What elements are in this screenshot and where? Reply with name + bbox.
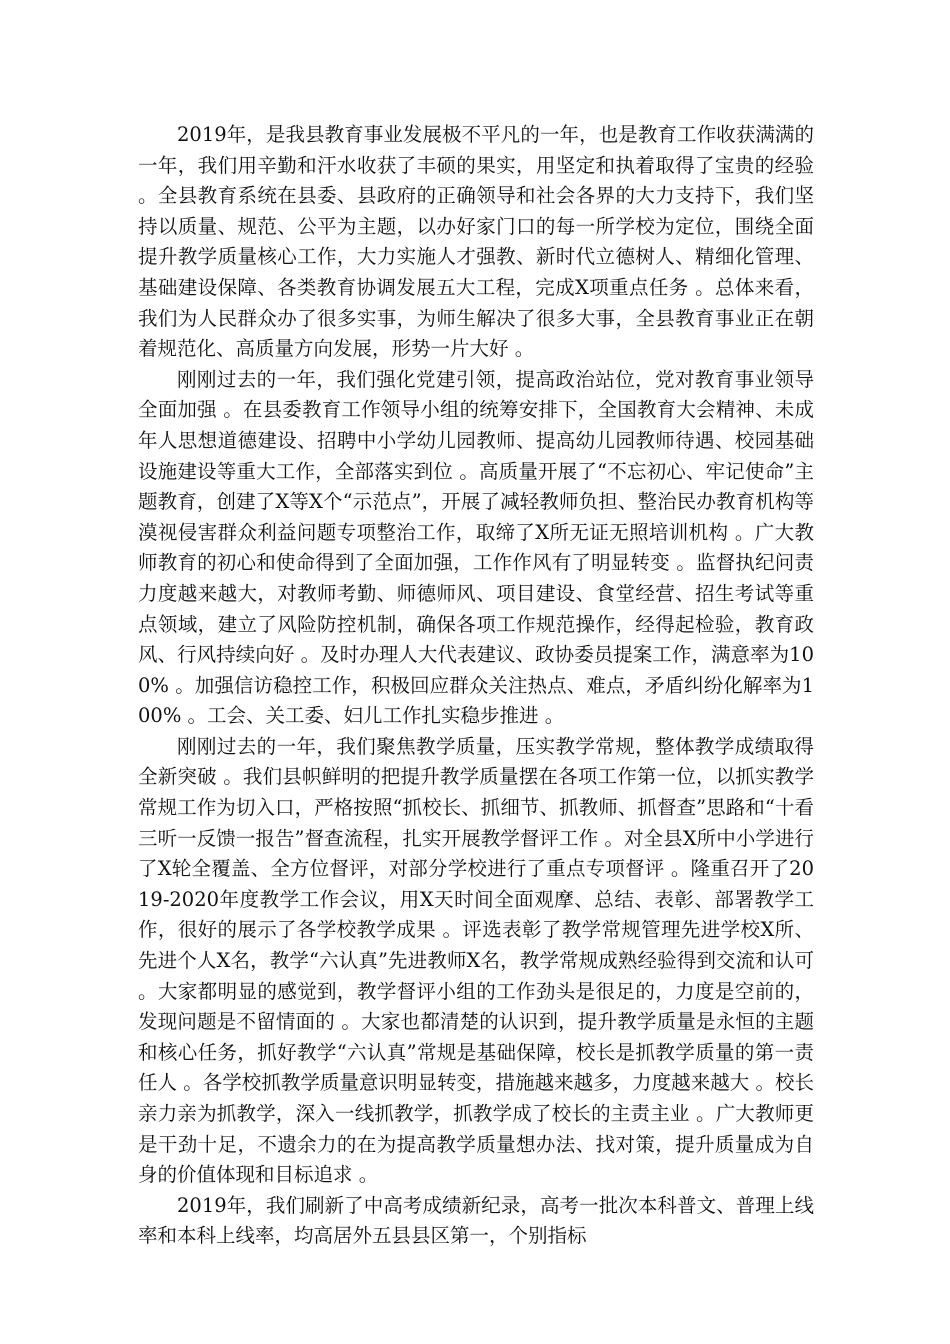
paragraph-3: 刚刚过去的一年，我们聚焦教学质量，压实教学常规，整体教学成绩取得全新突破 。我们县帜鲜明的把提升教学质量摆在各项工作第一位，以抓实教学常规工作为切入口，严格按照“抓校长、抓细节、抓教师、抓督查”思路和“十看三听一反馈一报告”督查流程，扎实开展教学督评工作 。对全县X所中小学进行了X轮全覆盖、全方位督评，对部分学校进行了重点专项督评 。隆重召开了2019-2020年度教学工作会议，用X天时间全面观摩、总结、表彰、部署教学工作，很好的展示了各学校教学成果 。评选表彰了教学常规管理先进学校X所、先进个人X名，教学“六认真”先进教师X名，教学常规成熟经验得到交流和认可 。大家都明显的感觉到，教学督评小组的工作劲头是很足的，力度是空前的，发现问题是不留情面的 。大家也都清楚的认识到，提升教学质量是永恒的主题和核心任务，抓好教学“六认真”常规是基础保障，校长是抓教学质量的第一责任人 。各学校抓教学质量意识明显转变，措施越来越多，力度越来越大 。校长亲力亲为抓教学，深入一线抓教学，抓教学成了校长的主责主业 。广大教师更是干劲十足，不遗余力的在为提高教学质量想办法、找对策，提升质量成为自身的价值体现和目标追求 。 xyxy=(138,734,814,1187)
paragraph-2: 刚刚过去的一年，我们强化党建引领，提高政治站位，党对教育事业领导全面加强 。在县委教育工作领导小组的统筹安排下，全国教育大会精神、未成年人思想道德建设、招聘中小学幼儿园教师、提高幼儿园教师待遇、校园基础设施建设等重大工作，全部落实到位 。高质量开展了“不忘初心、牢记使命”主题教育，创建了X等X个“示范点”，开展了减轻教师负担、整治民办教育机构等漠视侵害群众利益问题专项整治工作，取缔了X所无证无照培训机构 。广大教师教育的初心和使命得到了全面加强，工作作风有了明显转变 。监督执纪问责力度越来越大，对教师考勤、师德师风、项目建设、食堂经营、招生考试等重点领域，建立了风险防控机制，确保各项工作规范操作，经得起检验，教育政风、行风持续向好 。及时办理人大代表建议、政协委员提案工作，满意率为100% 。加强信访稳控工作，积极回应群众关注热点、难点，矛盾纠纷化解率为100% 。工会、关工委、妇儿工作扎实稳步推进 。 xyxy=(138,367,814,728)
paragraph-4: 2019年，我们刷新了中高考成绩新纪录，高考一批次本科普文、普理上线率和本科上线率，均高居外五县县区第一，个别指标 xyxy=(138,1193,814,1248)
document-body xyxy=(138,120,814,1252)
paragraph-1: 2019年，是我县教育事业发展极不平凡的一年，也是教育工作收获满满的一年，我们用辛勤和汗水收获了丰硕的果实，用坚定和执着取得了宝贵的经验 。全县教育系统在县委、县政府的正确领导和社会各界的大力支持下，我们坚持以质量、规范、公平为主题，以办好家门口的每一所学校为定位，围绕全面提升教学质量核心工作，大力实施人才强教、新时代立德树人、精细化管理、基础建设保障、各类教育协调发展五大工程，完成X项重点任务 。总体来看，我们为人民群众办了很多实事，为师生解决了很多大事，全县教育事业正在朝着规范化、高质量方向发展，形势一片大好 。 xyxy=(138,123,814,361)
